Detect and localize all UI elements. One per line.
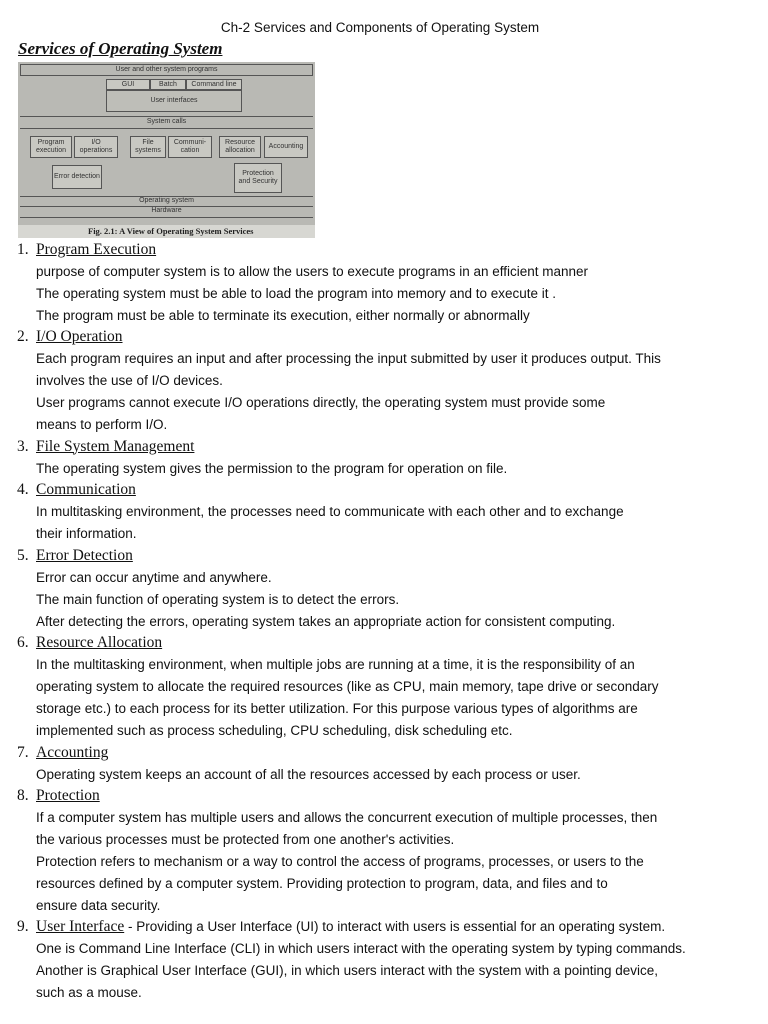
figure-service-box: Resource allocation xyxy=(219,136,261,158)
service-title: Program Execution xyxy=(36,241,157,258)
service-number: 4. xyxy=(17,481,29,499)
figure-error-box: Error detection xyxy=(52,165,102,189)
service-heading xyxy=(36,632,760,654)
page-title: Ch-2 Services and Components of Operating System xyxy=(220,20,540,35)
service-item xyxy=(0,916,760,1003)
service-item xyxy=(0,742,760,786)
service-description-line: involves the use of I/O devices. xyxy=(36,373,223,389)
service-title: Accounting xyxy=(36,743,109,761)
figure-os-label: Operating system xyxy=(139,197,194,204)
service-number: 8. xyxy=(17,787,29,805)
service-description-line: Protection refers to mechanism or a way to control the access of programs, processes, or users to the xyxy=(36,853,644,869)
figure-caption: Fig. 2.1: A View of Operating System Services xyxy=(18,225,315,238)
service-item xyxy=(0,326,760,435)
figure-ui-label: User interfaces xyxy=(106,90,242,112)
service-description-line: implemented such as process scheduling, CPU scheduling, disk scheduling etc. xyxy=(36,722,513,738)
service-description-line: Operating system keeps an account of all the resources accessed by each process or user. xyxy=(36,766,581,782)
figure-service-box: Communi-cation xyxy=(168,136,212,158)
service-description-line: operating system to allocate the required resources (like as CPU, main memory, tape drive or secondary xyxy=(36,679,659,695)
figure-protection-box: Protection and Security xyxy=(234,163,282,193)
service-title: User Interface xyxy=(36,918,125,936)
service-description-line: their information. xyxy=(36,526,137,542)
service-number: 5. xyxy=(17,546,29,564)
figure-hardware-label: Hardware xyxy=(151,207,182,214)
service-description-line: The program must be able to terminate its execution, either normally or abnormally xyxy=(36,307,530,323)
service-description-line: Each program requires an input and after processing the input submitted by user it produces output. This xyxy=(36,351,661,367)
service-number: 6. xyxy=(17,634,29,652)
service-title: Protection xyxy=(36,787,100,805)
service-description-line: purpose of computer system is to allow the users to execute programs in an efficient manner xyxy=(36,264,589,279)
service-heading xyxy=(36,326,760,348)
service-number: 9. xyxy=(17,918,29,936)
service-inline-text: - Providing a User Interface (UI) to interact with users is essential for an operating system. xyxy=(124,919,666,935)
services-list xyxy=(0,239,760,1004)
service-item xyxy=(0,479,760,545)
section-heading: Services of Operating System xyxy=(18,39,223,58)
figure-ui-box: GUI xyxy=(106,79,150,90)
os-services-figure xyxy=(18,62,315,238)
service-item xyxy=(0,239,760,326)
service-title: Error Detection xyxy=(36,546,133,564)
figure-ui-box: Batch xyxy=(150,79,186,90)
figure-service-box: Program execution xyxy=(30,136,72,158)
service-description-line: The operating system gives the permission to the program for operation on file. xyxy=(36,460,508,476)
service-title: File System Management xyxy=(36,437,195,455)
service-heading xyxy=(36,742,760,764)
figure-user-programs: User and other system programs xyxy=(20,64,313,76)
service-heading xyxy=(36,545,760,567)
service-heading xyxy=(36,785,760,807)
figure-ui-box: Command line xyxy=(186,79,242,90)
service-description-line: resources defined by a computer system. Providing protection to program, data, and files and to xyxy=(36,875,608,891)
service-title: I/O Operation xyxy=(36,328,123,346)
service-description-line: In multitasking environment, the processes need to communicate with each other and to exchange xyxy=(36,504,624,520)
service-number: 7. xyxy=(17,743,29,761)
service-item xyxy=(0,436,760,480)
service-description-line: Error can occur anytime and anywhere. xyxy=(36,569,272,585)
service-description-line: storage etc.) to each process for its better utilization. For this purpose various types of algorithms are xyxy=(36,700,638,716)
service-description-line: In the multitasking environment, when multiple jobs are running at a time, it is the responsibility of an xyxy=(36,657,635,673)
service-description-line: Another is Graphical User Interface (GUI), in which users interact with the system with a pointing device, xyxy=(36,963,659,979)
service-item xyxy=(0,545,760,632)
service-title: Communication xyxy=(36,481,136,499)
service-item xyxy=(0,785,760,916)
service-description-line: such as a mouse. xyxy=(36,984,142,1000)
service-number: 1. xyxy=(17,241,29,258)
service-description-line: ensure data security. xyxy=(36,897,161,913)
service-heading xyxy=(36,479,760,501)
service-description-line: If a computer system has multiple users and allows the concurrent execution of multiple processes, then xyxy=(36,810,658,826)
service-title: Resource Allocation xyxy=(36,634,163,652)
service-description-line: the various processes must be protected from one another's activities. xyxy=(36,832,455,848)
service-heading xyxy=(36,916,760,938)
figure-service-box: File systems xyxy=(130,136,166,158)
figure-service-box: Accounting xyxy=(264,136,308,158)
service-heading xyxy=(36,239,760,261)
service-item xyxy=(0,632,760,741)
service-description-line: User programs cannot execute I/O operations directly, the operating system must provide some xyxy=(36,394,606,410)
service-description-line: After detecting the errors, operating system takes an appropriate action for consistent computing. xyxy=(36,613,616,629)
service-description-line: The operating system must be able to load the program into memory and to execute it . xyxy=(36,285,557,301)
service-description-line: One is Command Line Interface (CLI) in which users interact with the operating system by typing commands. xyxy=(36,941,686,957)
service-heading xyxy=(36,436,760,458)
service-number: 3. xyxy=(17,437,29,455)
service-number: 2. xyxy=(17,328,29,346)
service-description-line: means to perform I/O. xyxy=(36,416,168,432)
service-description-line: The main function of operating system is to detect the errors. xyxy=(36,591,400,607)
figure-system-calls: System calls xyxy=(146,118,187,125)
figure-service-box: I/O operations xyxy=(74,136,118,158)
